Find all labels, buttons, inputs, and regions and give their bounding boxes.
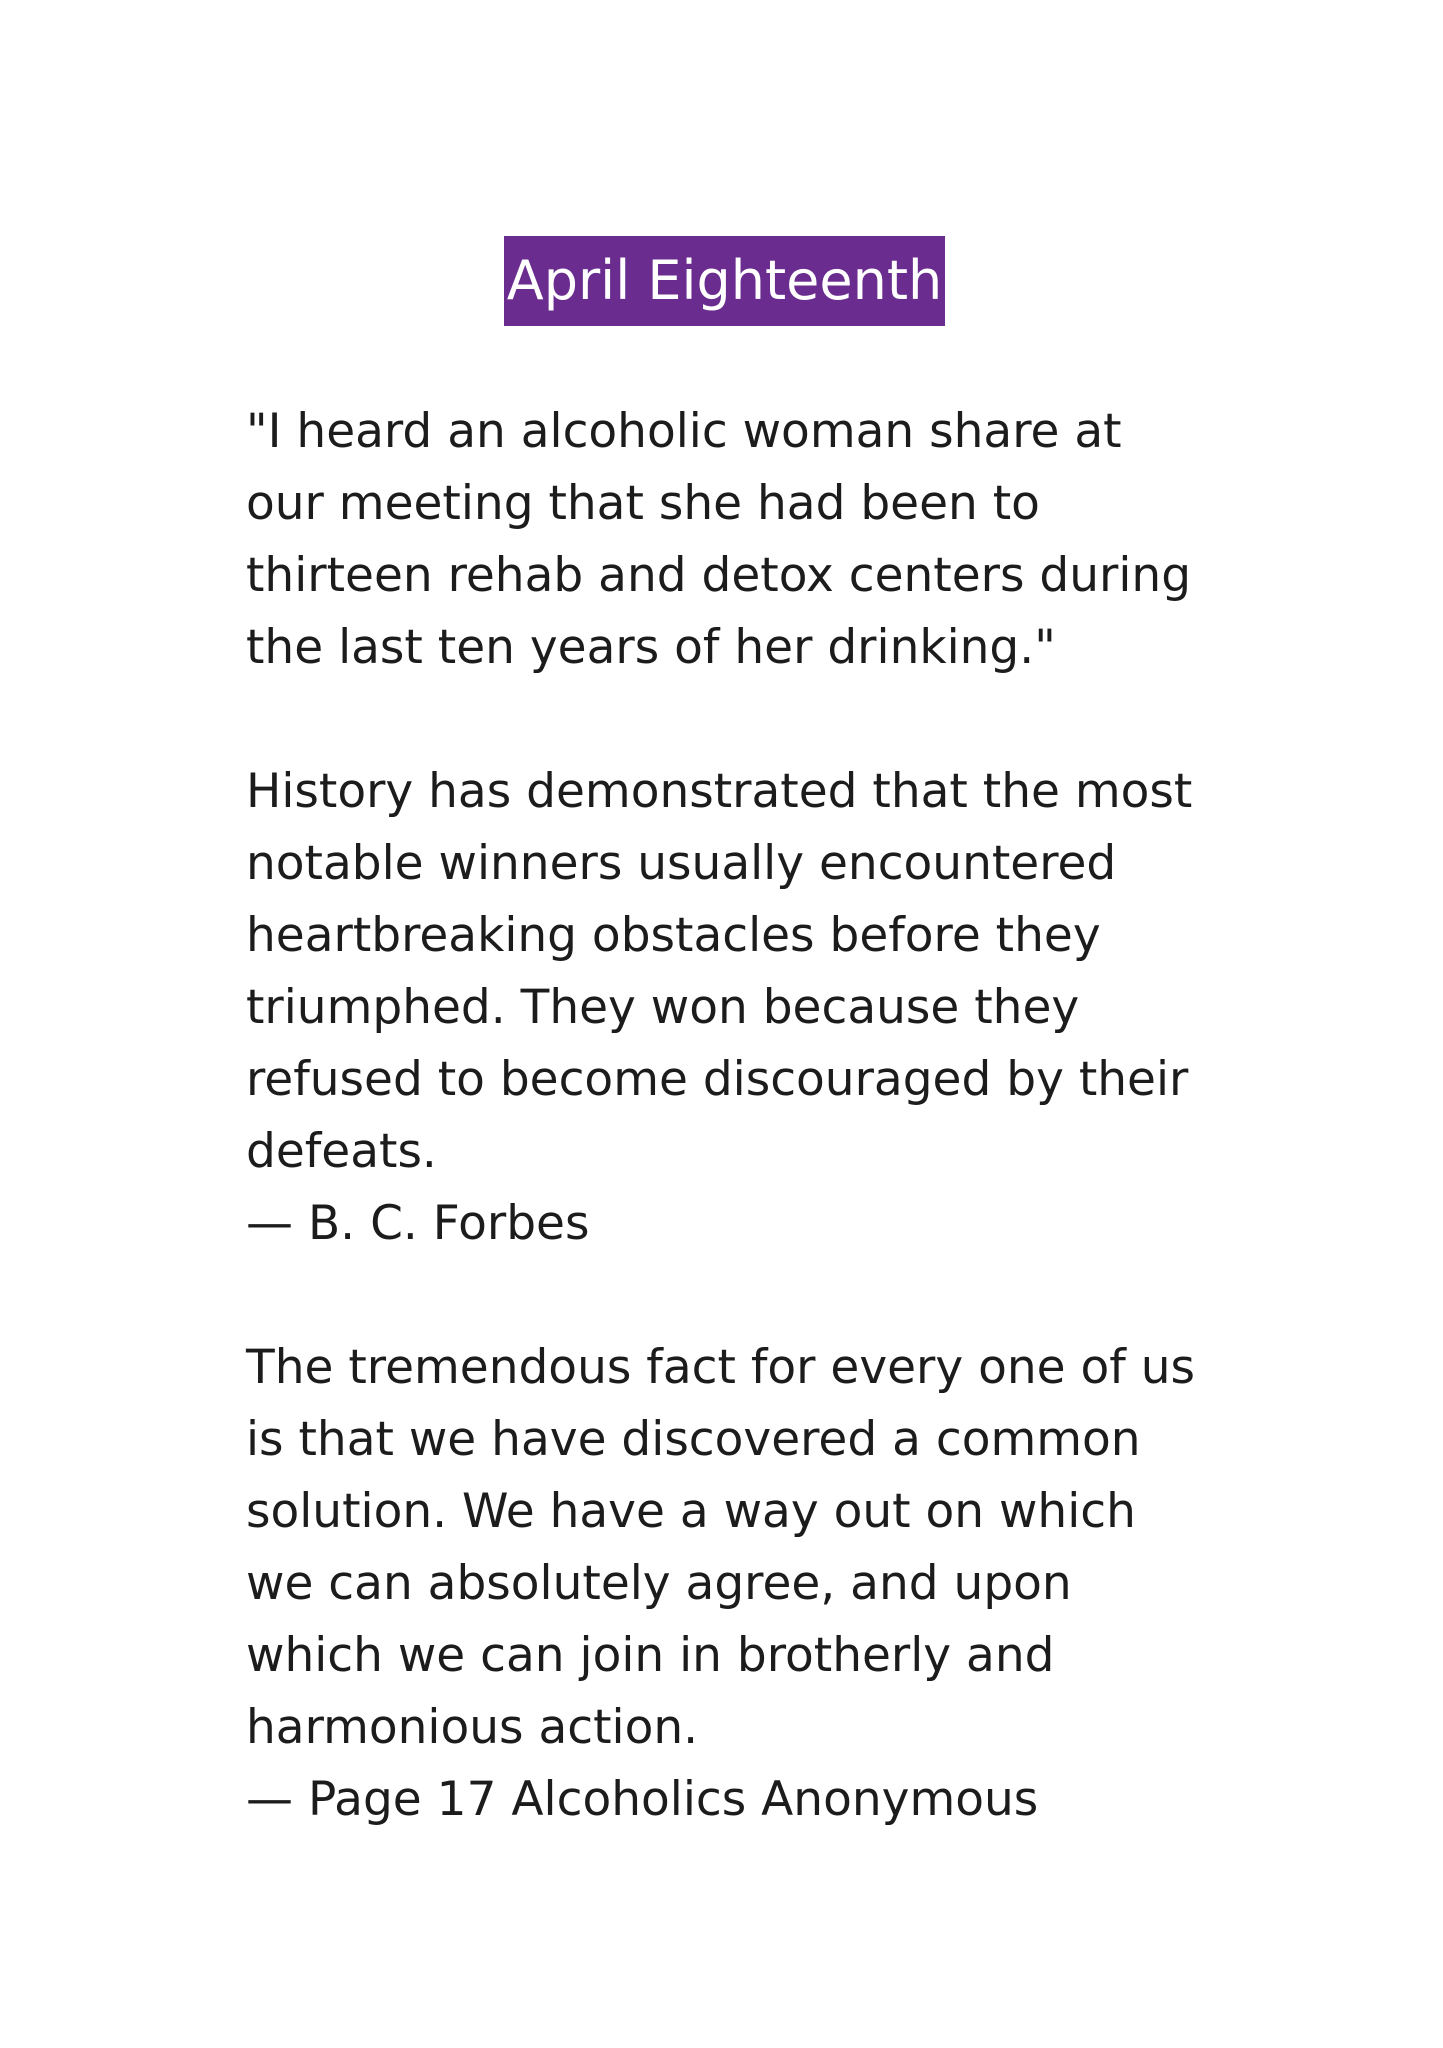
big-book-quote-line: The tremendous fact for every one of us [246, 1340, 1196, 1395]
big-book-quote-line: harmonious action. [246, 1700, 699, 1755]
forbes-attribution: — B. C. Forbes [246, 1196, 590, 1251]
big-book-quote-line: we can absolutely agree, and upon [246, 1556, 1072, 1611]
big-book-quote-line: which we can join in brotherly and [246, 1628, 1055, 1683]
forbes-quote-line: notable winners usually encountered [246, 836, 1117, 891]
reading-body [246, 396, 1246, 1836]
forbes-quote [246, 756, 1246, 1260]
big-book-quote-line: solution. We have a way out on which [246, 1484, 1136, 1539]
paragraph-gap [246, 1260, 1246, 1332]
big-book-quote [246, 1332, 1246, 1836]
opening-quote [246, 396, 1246, 684]
forbes-quote-line: History has demonstrated that the most [246, 764, 1193, 819]
forbes-quote-line: refused to become discouraged by their [246, 1052, 1189, 1107]
big-book-attribution: — Page 17 Alcoholics Anonymous [246, 1772, 1039, 1827]
big-book-quote-line: is that we have discovered a common [246, 1412, 1141, 1467]
page-title: April Eighteenth [504, 236, 945, 326]
forbes-quote-line: heartbreaking obstacles before they [246, 908, 1101, 963]
opening-quote-line: the last ten years of her drinking." [246, 620, 1056, 675]
opening-quote-line: our meeting that she had been to [246, 476, 1040, 531]
forbes-quote-line: defeats. [246, 1124, 437, 1179]
paragraph-gap [246, 684, 1246, 756]
opening-quote-line: "I heard an alcoholic woman share at [246, 404, 1122, 459]
opening-quote-line: thirteen rehab and detox centers during [246, 548, 1192, 603]
forbes-quote-line: triumphed. They won because they [246, 980, 1080, 1035]
title-container [0, 236, 1443, 326]
